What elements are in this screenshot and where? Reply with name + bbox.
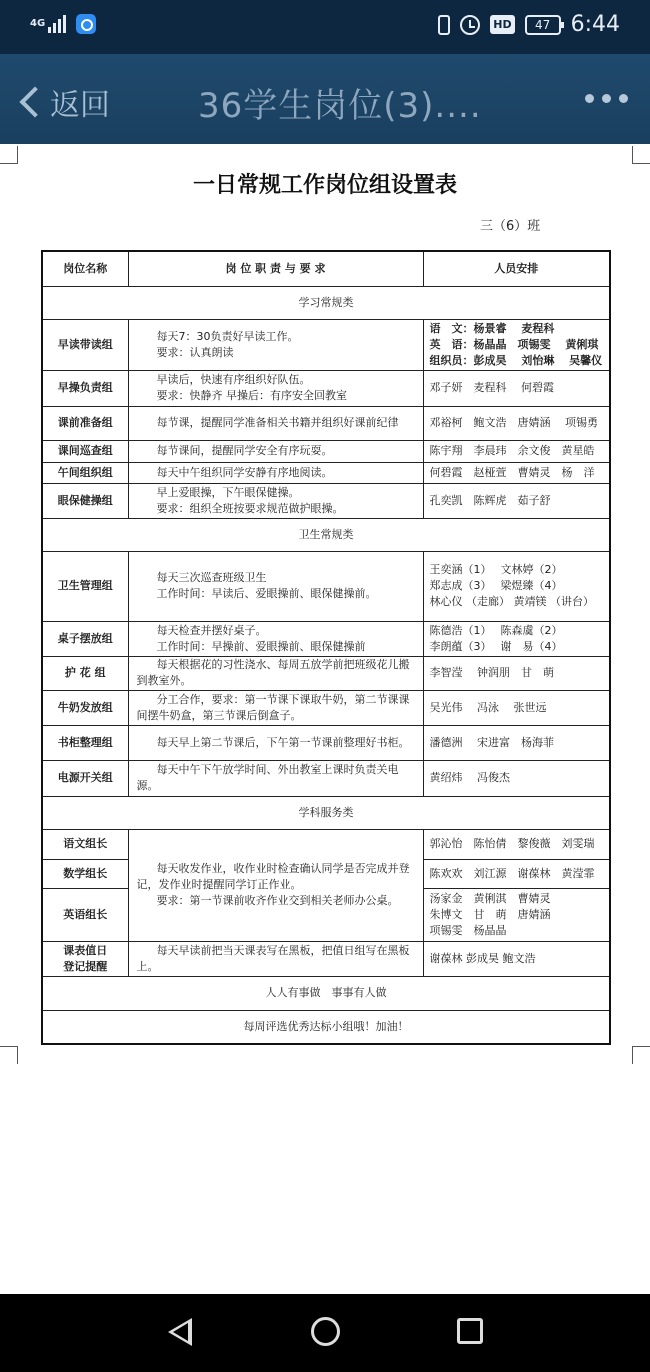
group-desc: 每天早上第二节课后，下午第一节课前整理好书柜。 — [128, 725, 423, 760]
category-title: 学习常规类 — [42, 286, 610, 319]
group-staff: 潘德洲 宋进富 杨海菲 — [423, 725, 610, 760]
group-name: 眼保健操组 — [42, 483, 128, 518]
app-bar — [0, 54, 650, 144]
group-name: 电源开关组 — [42, 760, 128, 796]
group-staff: 吴光伟 冯泳 张世远 — [423, 690, 610, 725]
table-row — [42, 440, 610, 462]
group-staff: 黄绍炜 冯俊杰 — [423, 760, 610, 796]
group-staff: 王奕涵（1） 文林婷（2） 郑志成（3） 梁煜臻（4） 林心仪 （走廊） 黄靖镁 （讲台） — [423, 551, 610, 621]
group-desc: 每天7：30负责好早读工作。 要求：认真朗读 — [128, 319, 423, 370]
battery-icon: 47 — [525, 15, 561, 35]
table-row — [42, 370, 610, 406]
group-desc: 每天中午下午放学时间、外出教室上课时负责关电源。 — [128, 760, 423, 796]
group-staff: 邓子妍 麦程科 何碧霞 — [423, 370, 610, 406]
table-row — [42, 551, 610, 621]
table-row — [42, 483, 610, 518]
signal-icon — [48, 15, 66, 33]
group-name: 牛奶发放组 — [42, 690, 128, 725]
group-staff: 郭沁怡 陈怡倩 黎俊薇 刘雯瑞 — [423, 829, 610, 859]
group-desc: 每节课，提醒同学准备相关书籍并组织好课前纪律 — [128, 406, 423, 440]
group-name: 早读带读组 — [42, 319, 128, 370]
group-name: 课间巡查组 — [42, 440, 128, 462]
category-row — [42, 286, 610, 319]
document-title: 一日常规工作岗位组设置表 — [192, 173, 457, 198]
group-name: 早操负责组 — [42, 370, 128, 406]
table-row — [42, 406, 610, 440]
group-staff: 陈欢欢 刘江源 谢葆林 黄滢霏 — [423, 859, 610, 888]
chevron-left-icon — [19, 86, 50, 117]
group-desc: 分工合作，要求：第一节课下课取牛奶，第二节课课间摆牛奶盒，第三节课后倒盒子。 — [128, 690, 423, 725]
nav-recents-icon[interactable] — [457, 1318, 483, 1344]
group-name: 护 花 组 — [42, 656, 128, 690]
group-desc: 每天检查并摆好桌子。 工作时间：早操前、爱眼操前、眼保健操前 — [128, 621, 423, 656]
nav-home-icon[interactable] — [311, 1317, 340, 1346]
nav-back-icon[interactable] — [168, 1318, 192, 1346]
back-label: 返回 — [50, 88, 110, 123]
table-header — [42, 251, 610, 286]
category-title: 卫生常规类 — [42, 518, 610, 551]
crop-mark — [632, 146, 650, 164]
hd-icon: HD — [490, 15, 514, 34]
group-desc: 每天中午组织同学安静有序地阅读。 — [128, 462, 423, 483]
group-desc: 每天根据花的习性浇水、每周五放学前把班级花儿搬到教室外。 — [128, 656, 423, 690]
dot-icon — [585, 94, 594, 103]
group-name: 卫生管理组 — [42, 551, 128, 621]
table-row — [42, 725, 610, 760]
table-row — [42, 690, 610, 725]
table-row — [42, 760, 610, 796]
group-staff: 李智滢 钟润朋 甘 萌 — [423, 656, 610, 690]
more-options-button[interactable] — [585, 94, 628, 103]
group-name: 课前准备组 — [42, 406, 128, 440]
table-row — [42, 462, 610, 483]
back-button[interactable] — [14, 80, 110, 124]
slogan-row — [42, 976, 610, 1010]
group-staff: 语 文：杨景睿 麦程科 英 语：杨晶晶 项锡雯 黄俐琪 组织员：彭成昊 刘怡琳 吴馨仪 — [423, 319, 610, 370]
status-bar — [0, 0, 650, 54]
slogan: 人人有事做 事事有人做 — [42, 976, 610, 1010]
group-desc: 每天三次巡查班级卫生 工作时间：早读后、爱眼操前、眼保健操前。 — [128, 551, 423, 621]
category-title: 学科服务类 — [42, 796, 610, 829]
slogan: 每周评选优秀达标小组哦！加油！ — [42, 1010, 610, 1044]
notification-app-icon — [76, 14, 96, 34]
group-name: 语文组长 — [42, 829, 128, 859]
alarm-icon — [460, 15, 480, 35]
page-title: 36学生岗位(3).... — [198, 86, 482, 126]
group-name: 桌子摆放组 — [42, 621, 128, 656]
group-staff: 陈宇翔 李晨玮 余文俊 黄星皓 — [423, 440, 610, 462]
group-desc: 早上爱眼操，下午眼保健操。 要求：组织全班按要求规范做护眼操。 — [128, 483, 423, 518]
duty-table — [41, 250, 611, 1045]
group-desc: 每天早读前把当天课表写在黑板，把值日组写在黑板上。 — [128, 941, 423, 976]
dot-icon — [619, 94, 628, 103]
table-row — [42, 941, 610, 976]
header-cell: 岗位名称 — [42, 251, 128, 286]
group-staff: 何碧霞 赵桠萱 曹婧灵 杨 洋 — [423, 462, 610, 483]
group-name: 英语组长 — [42, 888, 128, 941]
group-staff: 陈德浩（1） 陈森虞（2） 李朗蕴（3） 谢 易（4） — [423, 621, 610, 656]
table-row — [42, 319, 610, 370]
crop-mark — [632, 1046, 650, 1064]
table-row — [42, 829, 610, 859]
crop-mark — [0, 1046, 18, 1064]
slogan-row — [42, 1010, 610, 1044]
group-staff: 汤家金 黄俐淇 曹婧灵 朱博文 甘 萌 唐婧涵 项锡雯 杨晶晶 — [423, 888, 610, 941]
class-label: 三（6）班 — [480, 219, 541, 234]
group-staff: 孔奕凯 陈辉虎 茹子舒 — [423, 483, 610, 518]
vibrate-icon — [438, 15, 450, 35]
group-name: 数学组长 — [42, 859, 128, 888]
group-desc: 每天收发作业，收作业时检查确认同学是否完成并登记，发作业时提醒同学订正作业。 要求：第一节课前收齐作业交到相关老师办公桌。 — [128, 829, 423, 941]
crop-mark — [0, 146, 18, 164]
header-cell: 人员安排 — [423, 251, 610, 286]
category-row — [42, 796, 610, 829]
group-name: 午间组织组 — [42, 462, 128, 483]
group-name: 课表值日 登记提醒 — [42, 941, 128, 976]
dot-icon — [602, 94, 611, 103]
clock: 6:44 — [570, 12, 620, 37]
group-name: 书柜整理组 — [42, 725, 128, 760]
category-row — [42, 518, 610, 551]
group-desc: 每节课间，提醒同学安全有序玩耍。 — [128, 440, 423, 462]
group-staff: 谢葆林 彭成昊 鲍文浩 — [423, 941, 610, 976]
network-type: 4G — [30, 18, 46, 29]
table-row — [42, 621, 610, 656]
group-staff: 邓裕柯 鲍文浩 唐婧涵 项锡勇 — [423, 406, 610, 440]
system-nav-bar — [0, 1294, 650, 1372]
group-desc: 早读后，快速有序组织好队伍。 要求：快静齐 早操后：有序安全回教室 — [128, 370, 423, 406]
table-row — [42, 656, 610, 690]
header-cell: 岗 位 职 责 与 要 求 — [128, 251, 423, 286]
